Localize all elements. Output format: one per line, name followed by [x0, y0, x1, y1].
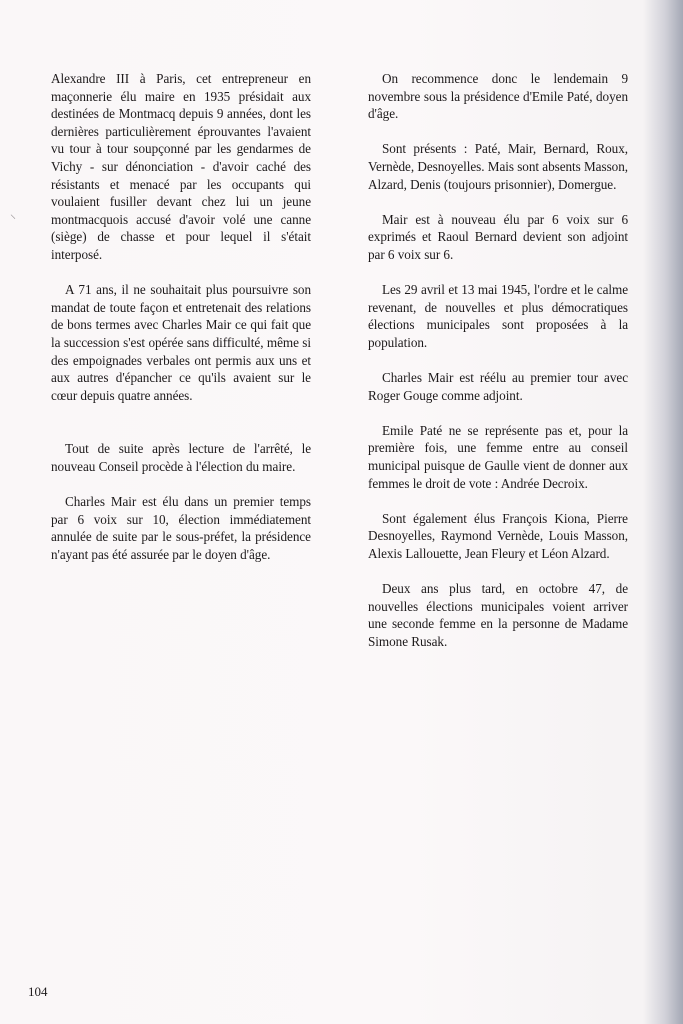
scan-speck: ⸜ [10, 207, 17, 221]
page-number: 104 [28, 984, 48, 999]
paragraph: Deux ans plus tard, en octobre 47, de nouvelles élections municipales voient arriver une seconde femme en la personne de Madame Simone Rusak. [368, 581, 628, 649]
page-edge-shadow [643, 0, 683, 1024]
right-column [368, 70, 628, 668]
paragraph: Alexandre III à Paris, cet entrepreneur en maçonnerie élu maire en 1935 présidait aux destinées de Montmacq depuis 9 années, dont les dernières particulièrement éprouvantes l'avaient vu tour à tour soupçonné par les gendarmes de Vichy - sur dénonciation - d'avoir caché des résistants et menacé par les occupants qui voulaient fusiller devant chez lui un jeune montmacquois accusé d'avoir volé une canne (siège) de chasse et pour lequel il s'était interposé. [51, 71, 311, 262]
left-column [51, 70, 311, 581]
paragraph: Charles Mair est réélu au premier tour avec Roger Gouge comme adjoint. [368, 370, 628, 403]
paragraph: A 71 ans, il ne souhaitait plus poursuivre son mandat de toute façon et entretenait des relations de bons termes avec Charles Mair ce qui fait que la succession s'est opérée sans difficulté, même si des empoignades verbales ont permis aux uns et aux autres d'épancher ce qu'ils avaient sur le cœur depuis quatre années. [51, 282, 311, 403]
paragraph: Tout de suite après lecture de l'arrêté, le nouveau Conseil procède à l'élection du maire. [51, 441, 311, 474]
paragraph: Les 29 avril et 13 mai 1945, l'ordre et le calme revenant, de nouvelles et plus démocratiques élections municipales sont proposées à la population. [368, 282, 628, 350]
paragraph: Mair est à nouveau élu par 6 voix sur 6 exprimés et Raoul Bernard devient son adjoint par 6 voix sur 6. [368, 211, 628, 262]
paragraph: Emile Paté ne se représente pas et, pour la première fois, une femme entre au conseil municipal puisque de Gaulle vient de donner aux femmes le droit de vote : Andrée Decroix. [368, 422, 628, 491]
paragraph: Charles Mair est élu dans un premier temps par 6 voix sur 10, élection immédiatement annulée de suite par le sous-préfet, la présidence n'ayant pas été assurée par le doyen d'âge. [51, 494, 311, 562]
paragraph: Sont présents : Paté, Mair, Bernard, Roux, Vernède, Desnoyelles. Mais sont absents Masson, Alzard, Denis (toujours prisonnier), Domergue. [368, 141, 628, 192]
paragraph: Sont également élus François Kiona, Pierre Desnoyelles, Raymond Vernède, Louis Masson, Alexis Lallouette, Jean Fleury et Léon Alzard. [368, 510, 628, 562]
paragraph: On recommence donc le lendemain 9 novembre sous la présidence d'Emile Paté, doyen d'âge. [368, 71, 628, 122]
